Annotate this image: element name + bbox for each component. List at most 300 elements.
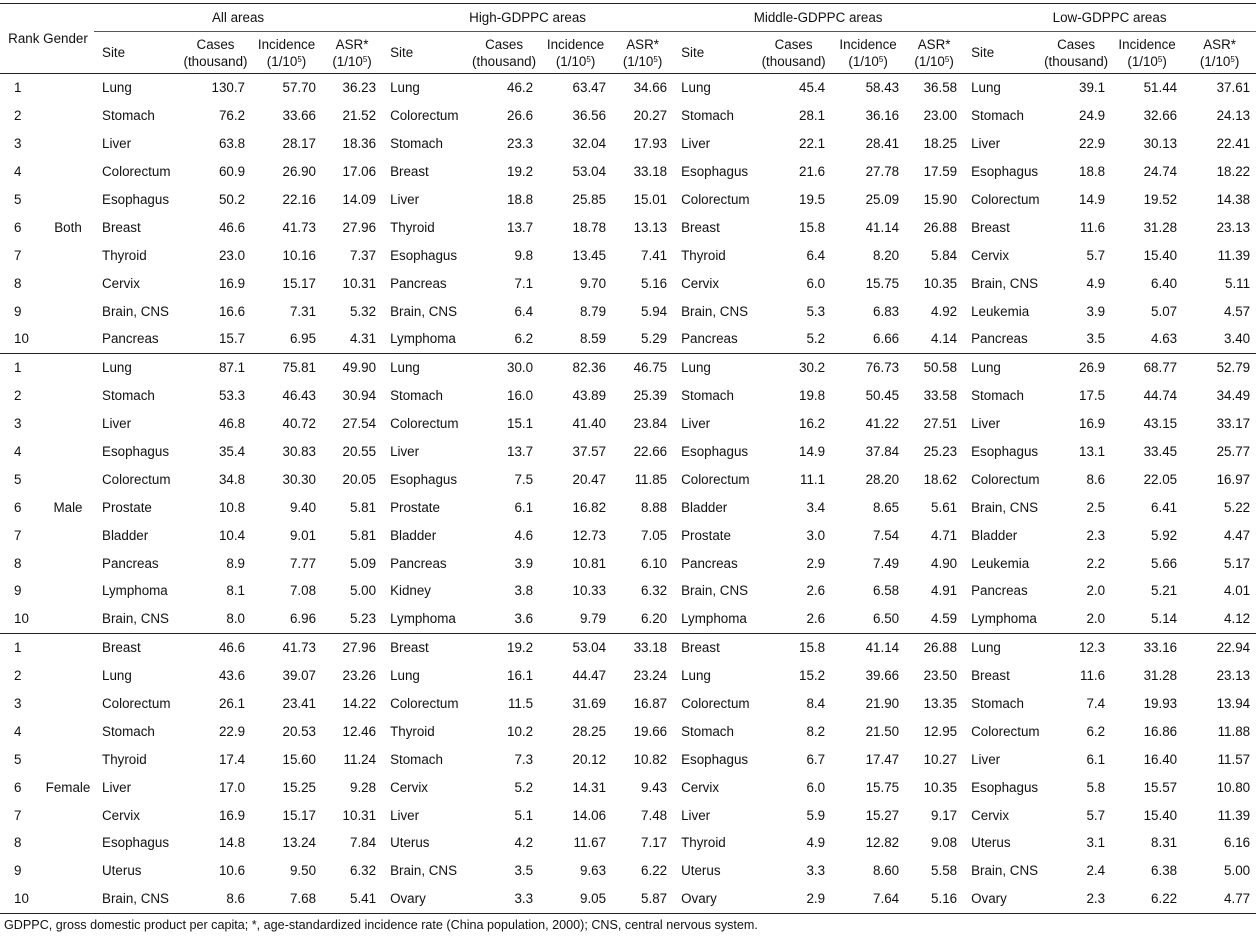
- cases-cell: 2.0: [1086, 583, 1106, 599]
- incidence-header-close: ): [1162, 53, 1167, 69]
- rank-cell: 2: [14, 388, 22, 404]
- site-cell: Cervix: [102, 807, 140, 823]
- site-cell: Colorectum: [390, 108, 459, 124]
- table-row: [0, 493, 1256, 521]
- cases-cell: 18.8: [1079, 164, 1106, 180]
- rank-cell: 9: [14, 583, 22, 599]
- cases-cell: 6.1: [1086, 751, 1106, 767]
- cases-cell: 6.0: [806, 779, 826, 795]
- asr-cell: 5.29: [612, 325, 673, 353]
- asr-cell: 33.18: [633, 640, 668, 656]
- asr-cell: 24.13: [1216, 108, 1251, 124]
- cases-cell: 8.9: [226, 555, 246, 571]
- cases-cell: 23.3: [507, 136, 534, 152]
- asr-cell: 10.27: [923, 751, 958, 767]
- asr-cell: 17.93: [633, 136, 668, 152]
- cases-header-low: [1041, 32, 1111, 74]
- incidence-cell: 8.65: [873, 499, 900, 515]
- cases-cell: 8.6: [1086, 471, 1106, 487]
- incidence-cell: 5.07: [1151, 303, 1178, 319]
- asr-header-exponent: 5: [653, 54, 658, 64]
- site-cell: Bladder: [102, 527, 149, 543]
- site-cell: Esophagus: [971, 779, 1039, 795]
- asr-cell: 20.05: [342, 471, 377, 487]
- site-cell: Colorectum: [971, 723, 1040, 739]
- asr-header-all: [322, 32, 382, 74]
- asr-cell: 23.26: [342, 668, 377, 684]
- incidence-cell: 7.31: [289, 303, 317, 319]
- asr-cell: 4.91: [931, 583, 958, 599]
- site-cell: Esophagus: [971, 444, 1039, 460]
- asr-header-low: [1183, 32, 1256, 74]
- site-cell: Lung: [971, 360, 1001, 376]
- gender-cell: Both: [54, 219, 82, 235]
- incidence-cell: 13.45: [572, 247, 607, 263]
- incidence-header-unit: (1/10: [1127, 53, 1158, 69]
- incidence-cell: 7.54: [873, 527, 900, 543]
- site-cell: Brain, CNS: [390, 863, 458, 879]
- site-cell: Breast: [102, 640, 141, 656]
- cases-cell: 22.1: [799, 136, 826, 152]
- site-cell: Prostate: [681, 527, 731, 543]
- site-cell: Stomach: [102, 723, 155, 739]
- site-cell: Lung: [102, 360, 132, 376]
- site-cell: Stomach: [102, 108, 155, 124]
- cases-cell: 7.5: [514, 471, 534, 487]
- cases-cell: 15.2: [799, 668, 826, 684]
- asr-cell: 50.58: [923, 360, 958, 376]
- site-cell: Lung: [390, 668, 420, 684]
- incidence-cell: 6.50: [831, 605, 905, 633]
- asr-cell: 16.87: [633, 696, 668, 712]
- asr-cell: 36.58: [923, 80, 958, 96]
- asr-cell: 21.52: [342, 108, 377, 124]
- site-cell: Breast: [102, 219, 141, 235]
- site-cell: Bladder: [390, 527, 437, 543]
- rank-gender-header: [0, 4, 94, 74]
- cases-cell: 19.2: [507, 640, 534, 656]
- rank-cell: 6: [14, 499, 22, 515]
- incidence-header-close: ): [301, 53, 307, 69]
- gender-cell: [42, 102, 94, 130]
- site-cell: Cervix: [971, 247, 1010, 263]
- cases-cell: 3.4: [806, 499, 826, 515]
- cases-cell: 18.8: [507, 192, 534, 207]
- asr-cell: 11.85: [634, 471, 668, 487]
- incidence-cell: 15.40: [1143, 807, 1178, 823]
- asr-cell: 11.24: [343, 751, 377, 767]
- site-cell: Liver: [102, 136, 132, 152]
- site-cell: Lung: [390, 360, 420, 376]
- site-cell: Lymphoma: [102, 583, 168, 599]
- incidence-cell: 10.16: [282, 247, 317, 263]
- site-cell: Breast: [971, 668, 1010, 684]
- gender-cell: [42, 690, 94, 718]
- asr-cell: 33.18: [633, 164, 668, 180]
- site-cell: Brain, CNS: [94, 605, 180, 633]
- site-cell: Stomach: [390, 388, 443, 404]
- incidence-cell: 7.49: [873, 555, 900, 571]
- cases-cell: 16.0: [507, 388, 534, 404]
- cases-header-line1: Cases: [196, 36, 235, 52]
- site-header-middle: Site: [673, 32, 756, 74]
- cases-cell: 2.6: [806, 583, 826, 599]
- site-cell: Breast: [971, 219, 1010, 235]
- site-cell: Ovary: [382, 885, 469, 913]
- incidence-cell: 41.14: [865, 219, 900, 235]
- asr-cell: 17.06: [342, 164, 377, 180]
- table-row: [0, 633, 1256, 661]
- incidence-cell: 43.89: [572, 388, 607, 404]
- incidence-cell: 9.70: [580, 275, 607, 291]
- incidence-cell: 8.79: [580, 303, 607, 319]
- site-cell: Pancreas: [390, 275, 447, 291]
- asr-cell: 4.14: [905, 325, 963, 353]
- cases-cell: 8.6: [180, 885, 251, 913]
- incidence-cell: 51.44: [1143, 80, 1178, 96]
- cases-cell: 16.9: [1079, 416, 1106, 432]
- asr-cell: 5.84: [931, 247, 958, 263]
- site-cell: Colorectum: [681, 696, 750, 712]
- cases-cell: 46.6: [218, 640, 246, 656]
- asr-cell: 52.79: [1216, 360, 1251, 376]
- incidence-cell: 82.36: [572, 360, 607, 376]
- site-cell: Cervix: [390, 779, 429, 795]
- gender-cell: [42, 885, 94, 913]
- asr-cell: 9.08: [931, 835, 958, 851]
- cases-cell: 5.9: [806, 807, 826, 823]
- cases-cell: 6.7: [806, 751, 826, 767]
- rank-cell: 10: [0, 605, 42, 633]
- gender-cell: [42, 745, 94, 773]
- cases-cell: 11.6: [1080, 219, 1106, 235]
- asr-cell: 7.48: [641, 807, 668, 823]
- incidence-cell: 23.41: [282, 696, 317, 712]
- site-cell: Cervix: [102, 275, 140, 291]
- incidence-header-middle: [831, 32, 905, 74]
- table-row: [0, 577, 1256, 605]
- site-cell: Lymphoma: [963, 605, 1041, 633]
- asr-cell: 8.88: [641, 499, 668, 515]
- cases-cell: 2.3: [1086, 527, 1106, 543]
- asr-cell: 5.09: [350, 555, 377, 571]
- gender-cell: [42, 158, 94, 186]
- cases-cell: 22.9: [218, 723, 246, 739]
- asr-cell: 33.58: [923, 388, 958, 404]
- asr-cell: 5.58: [931, 863, 958, 879]
- incidence-cell: 9.50: [289, 863, 317, 879]
- rank-cell: 7: [14, 527, 22, 543]
- table-row: [0, 717, 1256, 745]
- cases-cell: 2.0: [1041, 605, 1111, 633]
- incidence-header-exponent: 5: [297, 54, 302, 64]
- incidence-header-line1: Incidence: [546, 36, 605, 52]
- cases-cell: 4.2: [514, 835, 534, 851]
- incidence-cell: 7.77: [289, 555, 317, 571]
- table-row: [0, 74, 1256, 102]
- site-cell: Colorectum: [102, 696, 171, 712]
- cases-cell: 3.0: [806, 527, 826, 543]
- cases-header-line1: Cases: [774, 36, 813, 52]
- incidence-cell: 76.73: [865, 360, 900, 376]
- cases-cell: 6.4: [806, 247, 826, 263]
- asr-cell: 34.66: [633, 80, 668, 96]
- cases-cell: 2.9: [756, 885, 831, 913]
- incidence-cell: 33.45: [1143, 444, 1178, 460]
- incidence-cell: 31.28: [1143, 668, 1178, 684]
- asr-cell: 5.81: [350, 527, 377, 543]
- asr-cell: 27.96: [342, 640, 377, 656]
- site-cell: Pancreas: [673, 325, 756, 353]
- cases-cell: 13.7: [507, 444, 534, 460]
- incidence-cell: 20.12: [572, 751, 607, 767]
- site-cell: Thyroid: [390, 219, 435, 235]
- site-cell: Esophagus: [681, 164, 749, 180]
- incidence-cell: 30.13: [1143, 136, 1178, 152]
- incidence-cell: 41.22: [865, 416, 900, 432]
- site-cell: Breast: [681, 219, 720, 235]
- asr-cell: 4.57: [1224, 303, 1251, 319]
- incidence-header-exponent: 5: [1157, 54, 1163, 64]
- asr-cell: 5.16: [641, 275, 668, 291]
- cases-cell: 45.4: [799, 80, 826, 96]
- cases-cell: 14.9: [1079, 192, 1106, 207]
- cases-cell: 17.4: [218, 751, 246, 767]
- incidence-cell: 43.15: [1143, 416, 1178, 432]
- group-header-high: High-GDPPC areas: [382, 4, 673, 32]
- cases-cell: 11.1: [800, 471, 826, 487]
- cases-cell: 76.2: [218, 108, 246, 124]
- incidence-cell: 75.81: [282, 360, 317, 376]
- asr-cell: 9.28: [350, 779, 377, 795]
- incidence-cell: 58.43: [865, 80, 900, 96]
- cases-cell: 10.6: [218, 863, 246, 879]
- incidence-cell: 16.40: [1143, 751, 1178, 767]
- cases-cell: 8.1: [226, 583, 246, 599]
- table-row: [0, 325, 1256, 353]
- asr-cell: 19.66: [633, 723, 668, 739]
- cases-cell: 4.9: [806, 835, 826, 851]
- incidence-cell: 9.05: [539, 885, 612, 913]
- cases-cell: 13.1: [1079, 444, 1106, 460]
- table-row: [0, 885, 1256, 913]
- asr-cell: 10.80: [1216, 779, 1251, 795]
- gender-header: Gender: [43, 31, 88, 46]
- incidence-cell: 5.92: [1151, 527, 1178, 543]
- cases-cell: 5.2: [756, 325, 831, 353]
- asr-cell: 6.20: [612, 605, 673, 633]
- cases-cell: 46.2: [507, 80, 534, 96]
- cases-cell: 30.2: [799, 360, 826, 376]
- asr-cell: 16.97: [1216, 471, 1251, 487]
- site-cell: Esophagus: [102, 835, 170, 851]
- cases-cell: 22.9: [1079, 136, 1106, 152]
- incidence-cell: 41.14: [865, 640, 900, 656]
- rank-cell: 9: [14, 303, 22, 319]
- asr-cell: 10.82: [633, 751, 668, 767]
- table-row: [0, 690, 1256, 718]
- gender-cell: [42, 549, 94, 577]
- site-cell: Pancreas: [94, 325, 180, 353]
- asr-cell: 34.49: [1216, 388, 1251, 404]
- rank-cell: 10: [0, 885, 42, 913]
- cases-cell: 5.7: [1086, 247, 1106, 263]
- gender-cell: [42, 130, 94, 158]
- incidence-cell: 8.59: [539, 325, 612, 353]
- site-cell: Lung: [390, 80, 420, 96]
- group-header-middle: Middle-GDPPC areas: [673, 4, 963, 32]
- rank-cell: 3: [14, 696, 22, 712]
- incidence-header-line1: Incidence: [257, 36, 316, 52]
- table-body: [0, 74, 1256, 914]
- site-cell: Brain, CNS: [971, 499, 1039, 515]
- asr-cell: 5.16: [905, 885, 963, 913]
- table-row: [0, 353, 1256, 381]
- asr-cell: 22.41: [1216, 136, 1251, 152]
- site-cell: Prostate: [102, 499, 152, 515]
- cases-header-middle: [756, 32, 831, 74]
- site-cell: Leukemia: [971, 555, 1030, 571]
- asr-header-close: ): [1234, 53, 1240, 69]
- site-cell: Uterus: [390, 835, 430, 851]
- incidence-cell: 25.85: [572, 192, 607, 207]
- asr-cell: 4.12: [1183, 605, 1256, 633]
- cases-cell: 26.1: [218, 696, 246, 712]
- cases-cell: 5.7: [1086, 807, 1106, 823]
- asr-cell: 23.00: [923, 108, 958, 124]
- cases-cell: 30.0: [507, 360, 534, 376]
- asr-cell: 5.32: [350, 303, 377, 319]
- site-cell: Stomach: [390, 751, 443, 767]
- asr-cell: 23.24: [633, 668, 668, 684]
- asr-cell: 30.94: [342, 388, 377, 404]
- incidence-cell: 41.40: [572, 416, 607, 432]
- site-header-low: Site: [963, 32, 1041, 74]
- site-cell: Liver: [390, 807, 420, 823]
- cases-header-line2: (thousand): [472, 53, 537, 69]
- site-cell: Stomach: [390, 136, 443, 152]
- site-cell: Colorectum: [681, 192, 750, 207]
- incidence-header-low: [1111, 32, 1183, 74]
- rank-cell: 7: [14, 807, 22, 823]
- site-cell: Esophagus: [681, 444, 749, 460]
- incidence-cell: 10.33: [572, 583, 607, 599]
- site-cell: Lung: [681, 668, 711, 684]
- cases-cell: 16.2: [799, 416, 826, 432]
- table-row: [0, 549, 1256, 577]
- site-cell: Lung: [681, 360, 711, 376]
- cases-cell: 6.1: [514, 499, 534, 515]
- asr-cell: 14.22: [342, 696, 377, 712]
- incidence-cell: 15.27: [865, 807, 900, 823]
- asr-cell: 13.13: [633, 219, 668, 235]
- site-cell: Esophagus: [681, 751, 749, 767]
- site-cell: Stomach: [971, 108, 1024, 124]
- cases-cell: 60.9: [218, 164, 246, 180]
- gender-cell: [42, 521, 94, 549]
- asr-cell: 5.23: [322, 605, 382, 633]
- gender-cell: [42, 74, 94, 102]
- asr-cell: 7.37: [350, 247, 377, 263]
- incidence-cell: 32.04: [572, 136, 607, 152]
- incidence-cell: 19.52: [1143, 192, 1178, 207]
- cases-cell: 6.2: [469, 325, 539, 353]
- incidence-cell: 8.20: [873, 247, 900, 263]
- incidence-cell: 7.64: [831, 885, 905, 913]
- asr-cell: 11.57: [1217, 751, 1251, 767]
- incidence-cell: 5.66: [1151, 555, 1178, 571]
- asr-cell: 5.00: [1224, 863, 1251, 879]
- site-cell: Uterus: [102, 863, 142, 879]
- table-row: [0, 269, 1256, 297]
- cases-cell: 3.3: [469, 885, 539, 913]
- cases-cell: 3.9: [514, 555, 534, 571]
- incidence-cell: 30.83: [282, 444, 317, 460]
- incidence-header-close: ): [590, 53, 596, 69]
- asr-cell: 12.46: [342, 723, 377, 739]
- incidence-cell: 27.78: [865, 164, 900, 180]
- asr-cell: 9.17: [931, 807, 958, 823]
- cases-header-line2: (thousand): [1044, 53, 1109, 69]
- asr-cell: 26.88: [923, 219, 958, 235]
- asr-cell: 11.39: [1217, 807, 1251, 823]
- cases-cell: 46.8: [218, 416, 246, 432]
- asr-cell: 4.90: [931, 555, 958, 571]
- table-row: [0, 241, 1256, 269]
- table-row: [0, 297, 1256, 325]
- rank-cell: 10: [0, 325, 42, 353]
- asr-cell: 15.90: [923, 192, 958, 207]
- incidence-cell: 22.16: [282, 192, 317, 207]
- asr-cell: 20.55: [342, 444, 377, 460]
- site-cell: Stomach: [971, 388, 1024, 404]
- asr-cell: 4.47: [1224, 527, 1251, 543]
- incidence-cell: 44.47: [572, 668, 607, 684]
- cases-cell: 7.1: [514, 275, 534, 291]
- site-cell: Stomach: [681, 388, 734, 404]
- asr-cell: 7.05: [641, 527, 668, 543]
- asr-cell: 5.41: [322, 885, 382, 913]
- asr-cell: 4.31: [322, 325, 382, 353]
- asr-cell: 22.66: [633, 444, 668, 460]
- incidence-cell: 16.82: [572, 499, 607, 515]
- asr-cell: 13.94: [1216, 696, 1251, 712]
- incidence-cell: 22.05: [1143, 471, 1178, 487]
- rank-cell: 3: [14, 136, 22, 152]
- incidence-cell: 9.79: [539, 605, 612, 633]
- cases-header-line2: (thousand): [183, 53, 248, 69]
- asr-cell: 7.84: [350, 835, 377, 851]
- site-cell: Thyroid: [102, 247, 147, 263]
- site-cell: Stomach: [681, 723, 734, 739]
- incidence-cell: 5.14: [1111, 605, 1183, 633]
- cases-cell: 16.1: [507, 668, 534, 684]
- site-cell: Lymphoma: [382, 605, 469, 633]
- incidence-cell: 6.58: [873, 583, 900, 599]
- site-cell: Stomach: [681, 108, 734, 124]
- incidence-cell: 15.75: [865, 275, 900, 291]
- incidence-cell: 19.93: [1143, 696, 1178, 712]
- asr-header-unit: (1/10: [332, 53, 363, 69]
- incidence-header-unit: (1/10: [266, 53, 298, 69]
- incidence-header-exponent: 5: [878, 54, 884, 64]
- table-row: [0, 438, 1256, 466]
- site-cell: Colorectum: [971, 192, 1040, 207]
- header-row-columns: [0, 32, 1256, 74]
- site-cell: Ovary: [673, 885, 756, 913]
- asr-cell: 23.13: [1216, 219, 1251, 235]
- incidence-header-unit: (1/10: [848, 53, 879, 69]
